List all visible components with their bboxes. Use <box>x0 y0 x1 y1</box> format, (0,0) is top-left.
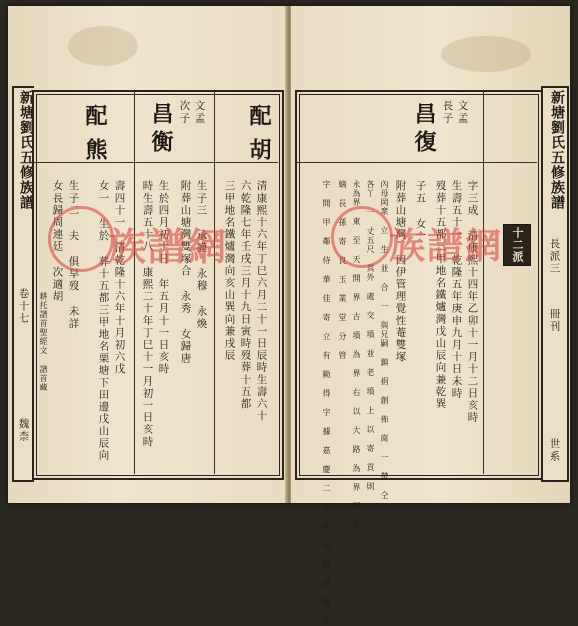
watermark: 族譜網 <box>108 225 229 269</box>
left-spine-footer: 魏柰 <box>17 418 30 443</box>
text-column: 字 開 甲 鄰 侍 華 佳 寄 立 有 勤 得 字 據 嘉 慶 二 十 年 因 與 吳 張 定 <box>322 180 331 626</box>
text-column: 生子三 承謨 永穆 永煥 <box>195 180 208 330</box>
text-column: 女一 生於 葬十五都三甲地名栗塘下田邊戊山辰向 <box>97 180 110 462</box>
text-column: 生於四月初十日 年五月十一日亥時 <box>157 180 170 376</box>
left-spine-title: 新塘劉氏五修族譜 <box>18 90 34 210</box>
text-column: 字三成 清康熙十四年乙卯十一月十二日亥時 <box>466 180 479 424</box>
right-spine <box>541 86 569 482</box>
text-column: 壽四十一 清乾隆十六年十月初六戊 <box>113 180 126 376</box>
left-frame <box>32 90 284 480</box>
marriage-label-2: 配 <box>82 104 108 132</box>
header-line-1: 文孟 <box>193 100 206 125</box>
text-column: 嫡 長 孫 寄 良 玉 業 堂 分 管 <box>338 180 347 360</box>
header-line-2: 長子 <box>441 100 454 125</box>
right-spine-footer: 冊刊 <box>548 308 561 333</box>
text-column: 三甲地名鐵爐灣向亥山巽向兼戌辰 <box>223 180 236 362</box>
text-column: 女長歸周連廷 次適胡 <box>51 180 64 303</box>
text-column: 附葬山塘灣雙塚合 永秀 女歸唐 <box>179 180 192 365</box>
text-column: 子五 女一 <box>414 180 427 242</box>
person-name: 昌衡 <box>148 102 174 158</box>
bottom-note: 耕托譜首聖經文 譜首藏 <box>39 292 48 392</box>
person-name: 昌復 <box>411 102 437 158</box>
text-column: 生子二 夫 俱早歿 未詳 <box>67 180 80 330</box>
generation-badge-label: 十二派 <box>511 227 524 263</box>
text-column: 歿葬十五都三甲地名鐵爐灣戊山辰向兼乾巽 <box>434 180 447 410</box>
text-column: 各丫 一 丈五尺 其外 處 交 墳 並 老 墳 上 以 寄 貢 則 <box>366 180 375 491</box>
text-column: 六乾隆七年壬戌三月十九日寅時歿葬十五都 <box>239 180 252 410</box>
right-page <box>291 6 570 626</box>
left-spine <box>12 86 34 482</box>
marriage-label: 配 <box>246 104 272 132</box>
spouse-surname: 胡 <box>246 138 272 166</box>
text-column: 生壽五十一 乾隆五年庚申九月十日未時 <box>450 180 463 400</box>
open-book <box>8 6 570 626</box>
text-column: 附葬山塘灣 因伊管理覺性菴雙塚 <box>394 180 407 363</box>
left-page <box>8 6 287 503</box>
header-line-1: 文孟 <box>456 100 469 125</box>
text-column: 時生壽五十八 康熙二十年丁巳十一月初一日亥時 <box>141 180 154 448</box>
spouse-surname-2: 熊 <box>82 138 108 166</box>
left-spine-volume: 卷十七 <box>17 288 30 325</box>
right-spine-title: 新塘劉氏五修族譜 <box>549 90 565 210</box>
right-spine-volume: 長派三 <box>548 238 561 275</box>
right-frame <box>295 90 543 626</box>
watermark: 族譜網 <box>389 226 504 267</box>
header-line-2: 次子 <box>178 100 191 125</box>
generation-badge <box>503 224 531 266</box>
text-column: 永為界 東 至 天 開 界 古 墳 為 界 右 以 大 路 為 界 下 至 <box>352 180 361 530</box>
text-column: 清康熙十六年丁巳六月二十一日辰時生壽六十 <box>255 180 268 422</box>
right-spine-lower: 世系 <box>548 438 561 463</box>
text-column: 內母岡衆 立 生 並 合 一 與兄嗣 鎮 捐 創 佈 崗 一 帶 仝 <box>380 180 389 500</box>
